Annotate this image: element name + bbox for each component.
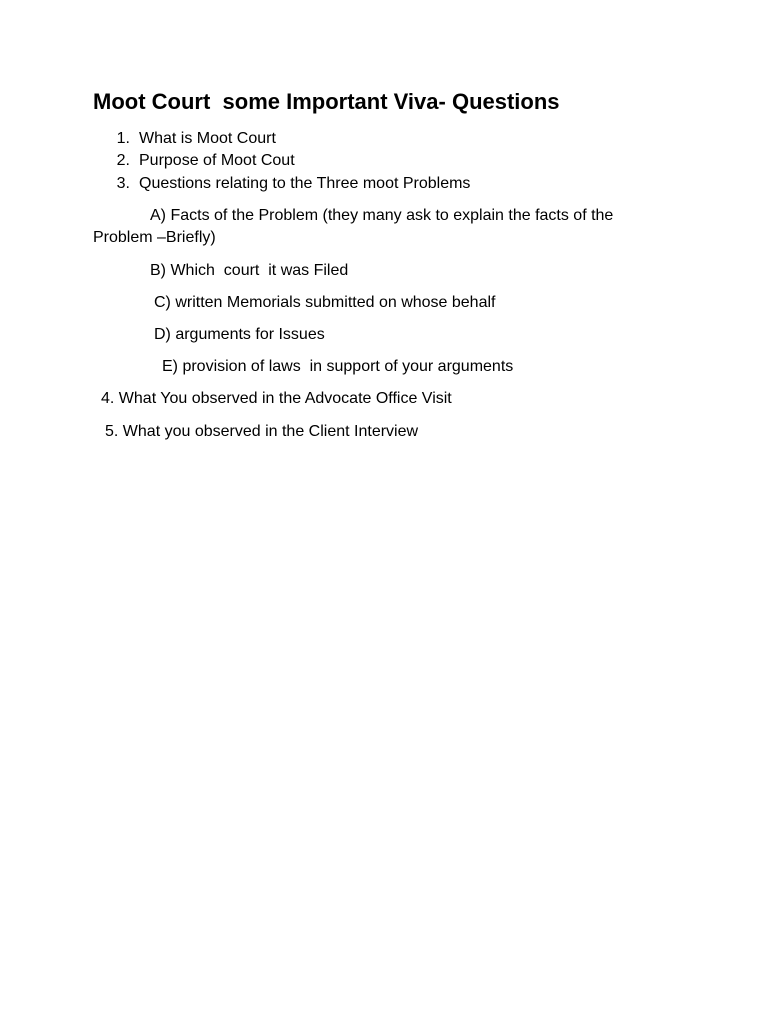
- list-item-5: 5. What you observed in the Client Interview: [105, 423, 419, 440]
- list-item: Questions relating to the Three moot Problems: [139, 175, 471, 192]
- list-item-4: 4. What You observed in the Advocate Office Visit: [101, 390, 452, 407]
- sub-item-d: D) arguments for Issues: [154, 326, 325, 343]
- list-number: 1.: [116, 130, 130, 147]
- sub-item-c: C) written Memorials submitted on whose behalf: [154, 294, 496, 311]
- sub-item-b: B) Which court it was Filed: [150, 262, 349, 279]
- sub-item-a: A) Facts of the Problem (they many ask to explain the facts of the Problem –Briefly): [93, 207, 614, 246]
- list-item: What is Moot Court: [139, 130, 276, 147]
- sub-item-e: E) provision of laws in support of your arguments: [162, 358, 514, 375]
- list-item: Purpose of Moot Cout: [139, 152, 295, 169]
- list-number: 2.: [116, 152, 130, 169]
- document-title: Moot Court some Important Viva- Questions: [93, 89, 560, 114]
- list-number: 3.: [116, 175, 130, 192]
